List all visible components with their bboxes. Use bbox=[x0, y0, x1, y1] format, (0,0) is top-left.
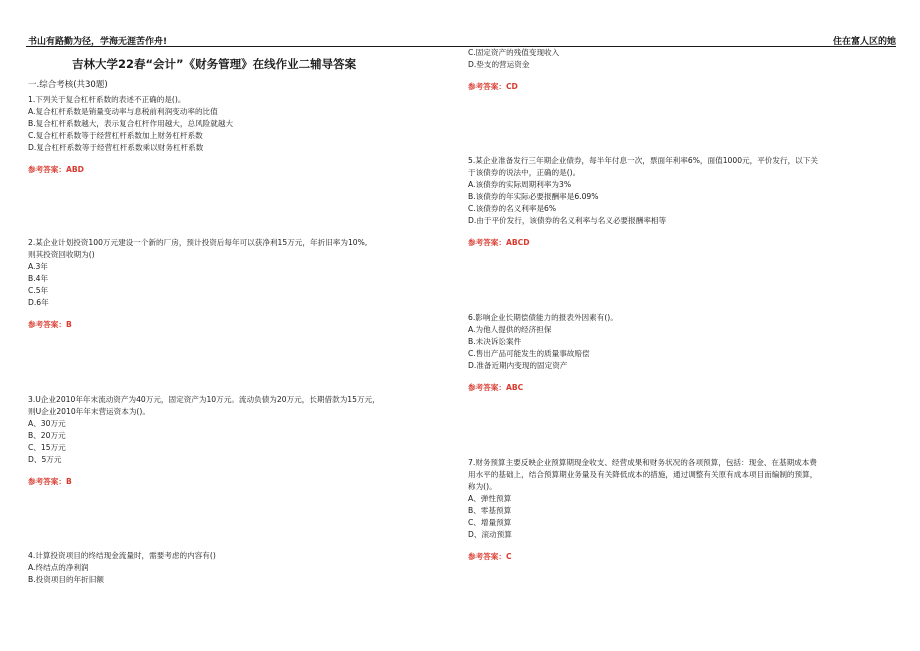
answer-value: ABCD bbox=[505, 238, 530, 247]
reference-answer bbox=[28, 476, 456, 488]
document-title: 吉林大学22春“会计”《财务管理》在线作业二辅导答案 bbox=[72, 57, 357, 71]
question-block bbox=[28, 550, 456, 586]
answer-option: C.复合杠杆系数等于经营杠杆系数加上财务杠杆系数 bbox=[28, 131, 203, 140]
answer-option: B.复合杠杆系数越大，表示复合杠杆作用越大，总风险就越大 bbox=[28, 119, 234, 128]
reference-answer bbox=[28, 319, 456, 331]
answer-option: A.复合杠杆系数是销量变动率与息税前利润变动率的比值 bbox=[28, 107, 218, 116]
right-question-list bbox=[468, 47, 898, 607]
reference-answer bbox=[468, 382, 898, 394]
answer-option: B、零基预算 bbox=[468, 506, 512, 515]
question-text: 用水平的基础上，结合预算期业务量及有关降低成本的措施，通过调整有关原有成本项目而编制的预算， bbox=[468, 470, 818, 479]
question-text: 1.下列关于复合杠杆系数的表述不正确的是()。 bbox=[28, 95, 186, 104]
answer-option: A、30万元 bbox=[28, 419, 66, 428]
question-text: 7.财务预算主要反映企业预算期现金收支、经营成果和财务状况的各项预算，包括：现金、在基期成本费 bbox=[468, 458, 817, 467]
answer-value: ABC bbox=[505, 383, 524, 392]
question-text: 2.某企业计划投资100万元建设一个新的厂房，预计投资后每年可以获净利15万元，年折旧率为10%, bbox=[28, 238, 368, 247]
answer-option: C.售出产品可能发生的质量事故赔偿 bbox=[468, 349, 590, 358]
right-column bbox=[468, 47, 898, 607]
answer-label: 参考答案： bbox=[28, 477, 66, 486]
answer-value: B bbox=[65, 320, 72, 329]
answer-option: D.垫支的营运资金 bbox=[468, 60, 530, 69]
answer-option: B.投资项目的年折旧额 bbox=[28, 575, 104, 584]
answer-option: A.为他人提供的经济担保 bbox=[468, 325, 552, 334]
answer-option: A.3年 bbox=[28, 262, 48, 271]
answer-value: B bbox=[65, 477, 72, 486]
question-text: 则其投资回收期为() bbox=[28, 250, 95, 259]
reference-answer bbox=[28, 164, 456, 176]
answer-label: 参考答案： bbox=[28, 165, 66, 174]
answer-option: B.该债券的年实际必要报酬率是6.09% bbox=[468, 192, 599, 201]
answer-option: B、20万元 bbox=[28, 431, 66, 440]
question-text: 称为()。 bbox=[468, 482, 497, 491]
question-text: 则U企业2010年年末营运资本为()。 bbox=[28, 407, 150, 416]
answer-label: 参考答案： bbox=[468, 552, 506, 561]
question-text: 于该债券的说法中，正确的是()。 bbox=[468, 168, 581, 177]
answer-option: C.固定资产的残值变现收入 bbox=[468, 48, 560, 57]
question-block bbox=[468, 457, 898, 563]
answer-option: C.该债券的名义利率是6% bbox=[468, 204, 557, 213]
answer-option: A.该债券的实际周期利率为3% bbox=[468, 180, 572, 189]
answer-label: 参考答案： bbox=[28, 320, 66, 329]
answer-option: B.未决诉讼案件 bbox=[468, 337, 522, 346]
question-block bbox=[28, 94, 456, 176]
answer-label: 参考答案： bbox=[468, 82, 506, 91]
answer-option: D、5万元 bbox=[28, 455, 62, 464]
question-block bbox=[468, 47, 898, 93]
reference-answer bbox=[468, 237, 898, 249]
answer-option: B.4年 bbox=[28, 274, 49, 283]
left-question-list bbox=[28, 94, 456, 614]
left-column bbox=[28, 50, 456, 614]
section-title: 一.综合考核(共30题) bbox=[28, 80, 108, 90]
answer-value: C bbox=[505, 552, 512, 561]
answer-value: CD bbox=[505, 82, 518, 91]
answer-option: C、15万元 bbox=[28, 443, 66, 452]
question-text: 3.U企业2010年年末流动资产为40万元，固定资产为10万元。流动负债为20万元，长期借款为15万元， bbox=[28, 395, 380, 404]
question-block bbox=[28, 394, 456, 488]
answer-option: D.由于平价发行，该债券的名义利率与名义必要报酬率相等 bbox=[468, 216, 667, 225]
question-block bbox=[468, 312, 898, 394]
question-block bbox=[28, 237, 456, 331]
header-left-motto: 书山有路勤为径，学海无涯苦作舟! bbox=[28, 37, 168, 47]
question-block bbox=[468, 155, 898, 249]
answer-option: D.准备近期内变现的固定资产 bbox=[468, 361, 568, 370]
question-text: 6.影响企业长期偿债能力的报表外因素有()。 bbox=[468, 313, 618, 322]
answer-option: D、滚动预算 bbox=[468, 530, 512, 539]
answer-value: ABD bbox=[65, 165, 84, 174]
reference-answer bbox=[468, 81, 898, 93]
question-text: 5.某企业准备发行三年期企业债券，每半年付息一次，票面年利率6%，面值1000元，平价发行，以下关 bbox=[468, 156, 818, 165]
answer-option: A.终结点的净利润 bbox=[28, 563, 89, 572]
answer-option: C.5年 bbox=[28, 286, 49, 295]
answer-option: C、增量预算 bbox=[468, 518, 512, 527]
answer-option: A、弹性预算 bbox=[468, 494, 512, 503]
header-right-author: 住在富人区的她 bbox=[832, 37, 896, 47]
answer-option: D.复合杠杆系数等于经营杠杆系数乘以财务杠杆系数 bbox=[28, 143, 204, 152]
answer-option: D.6年 bbox=[28, 298, 49, 307]
answer-label: 参考答案： bbox=[468, 383, 506, 392]
answer-label: 参考答案： bbox=[468, 238, 506, 247]
question-text: 4.计算投资项目的终结现金流量时，需要考虑的内容有() bbox=[28, 551, 216, 560]
reference-answer bbox=[468, 551, 898, 563]
